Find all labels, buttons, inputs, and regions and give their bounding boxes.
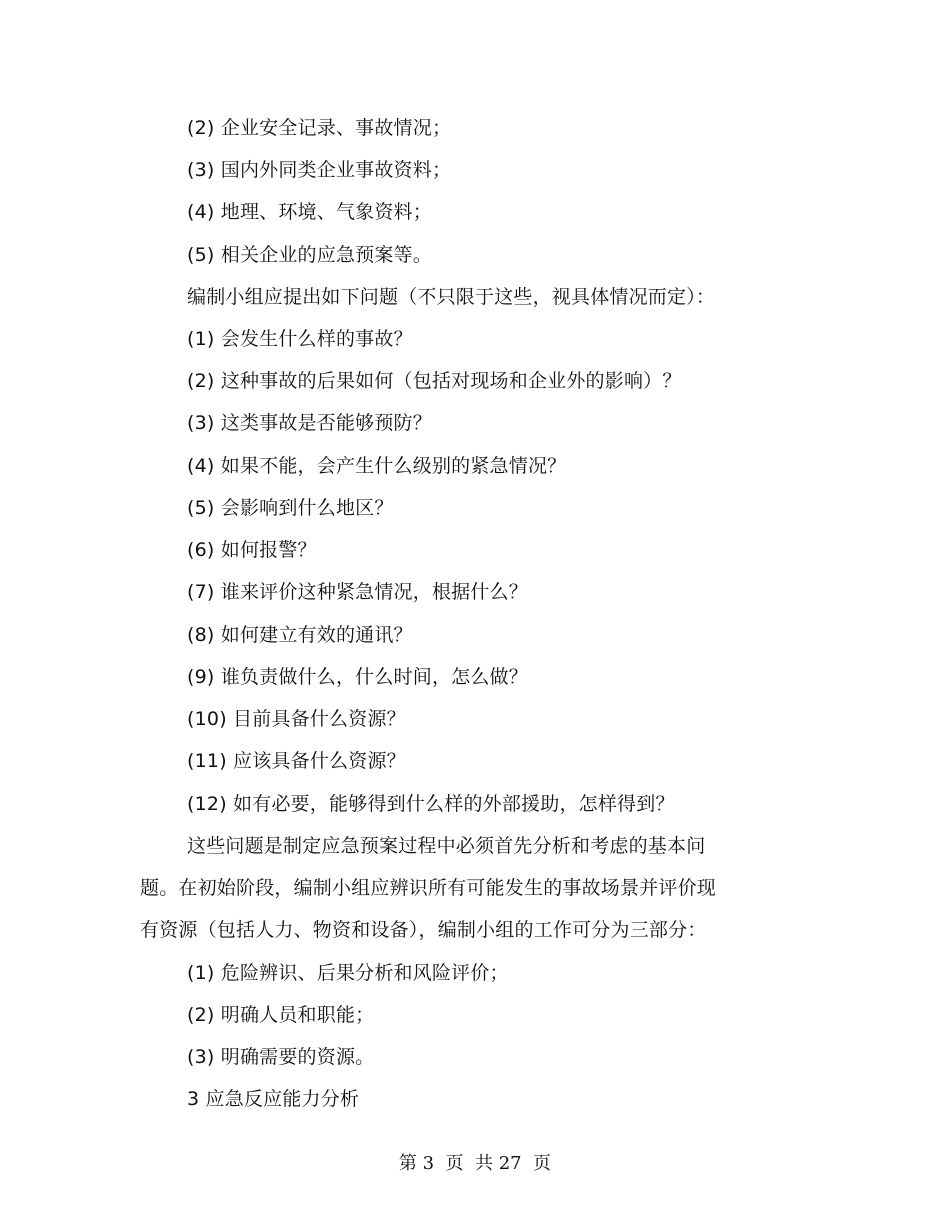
paragraph-line: 编制小组应提出如下问题（不只限于这些，视具体情况而定）： <box>187 286 716 308</box>
list-item: (2) 企业安全记录、事故情况； <box>187 117 452 139</box>
list-item: (3) 明确需要的资源。 <box>187 1046 375 1068</box>
page-number-footer: 第 3 页 共 27 页 <box>398 1153 552 1174</box>
list-item: (11) 应该具备什么资源？ <box>187 750 406 772</box>
list-item: (1) 会发生什么样的事故？ <box>187 328 413 350</box>
list-item: (1) 危险辨识、后果分析和风险评价； <box>187 962 509 984</box>
list-item: (5) 会影响到什么地区？ <box>187 497 394 519</box>
list-item: (4) 地理、环境、气象资料； <box>187 201 432 223</box>
list-item: (9) 谁负责做什么，什么时间，怎么做？ <box>187 666 528 688</box>
list-item: (4) 如果不能，会产生什么级别的紧急情况？ <box>187 455 567 477</box>
paragraph-line: 这些问题是制定应急预案过程中必须首先分析和考虑的基本问 <box>187 835 706 857</box>
list-item: (5) 相关企业的应急预案等。 <box>187 244 432 266</box>
section-heading: 3 应急反应能力分析 <box>187 1088 360 1110</box>
list-item: (3) 国内外同类企业事故资料； <box>187 159 452 181</box>
paragraph-line: 题。在初始阶段，编制小组应辨识所有可能发生的事故场景并评价现 <box>140 877 717 899</box>
list-item: (3) 这类事故是否能够预防？ <box>187 412 432 434</box>
list-item: (6) 如何报警？ <box>187 539 317 561</box>
list-item: (2) 这种事故的后果如何（包括对现场和企业外的影响）？ <box>187 370 682 392</box>
list-item: (10) 目前具备什么资源？ <box>187 708 406 730</box>
paragraph-line: 有资源（包括人力、物资和设备），编制小组的工作可分为三部分： <box>140 919 707 941</box>
list-item: (12) 如有必要，能够得到什么样的外部援助，怎样得到？ <box>187 793 675 815</box>
list-item: (2) 明确人员和职能； <box>187 1004 375 1026</box>
list-item: (7) 谁来评价这种紧急情况，根据什么？ <box>187 581 528 603</box>
list-item: (8) 如何建立有效的通讯？ <box>187 624 413 646</box>
